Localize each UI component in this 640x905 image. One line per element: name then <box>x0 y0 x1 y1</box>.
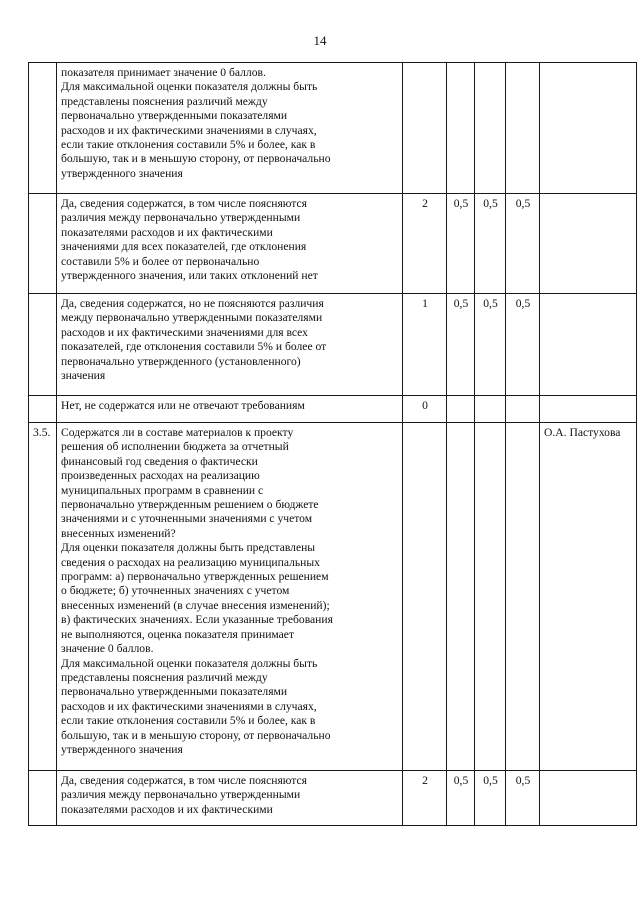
item-number-cell <box>29 294 57 396</box>
description-text: Да, сведения содержатся, в том числе поясняются различия между первоначально утвержденными показателями расходов и их фактическими <box>61 774 307 816</box>
description-text: Содержатся ли в составе материалов к проекту решения об исполнении бюджета за отчетный финансовый год сведения о фактически произведенных расходах на реализацию муниципальных программ в сравнении с первоначально утвержденным решением о бюджете значениями и с уточненными значениями с учетом внесенных изменений? Для оценки показателя должны быть представлены сведения о расходах на реализацию муниципальных программ: а) первоначально утвержденных решением о бюджете; б) уточненных значениях с учетом внесенных изменений (в случае внесения изменений); в) фактических значениях. Если указанные требования не выполняются, оценка показателя принимает значение 0 баллов. Для максимальной оценки показателя должны быть представлены пояснения различий между первоначально утвержденными показателями расходов и их фактическими значениями в случаях, если такие отклонения составили 5% и более, как в большую, так и в меньшую сторону, от первоначально утвержденного значения <box>61 426 333 756</box>
responsible-cell <box>540 396 637 423</box>
score-cell: 0 <box>403 396 447 423</box>
table-row <box>29 423 637 771</box>
description-text: показателя принимает значение 0 баллов. Для максимальной оценки показателя должны быть представлены пояснения различий между первоначально утвержденными показателями расходов и их фактическими значениями в случаях, если такие отклонения составили 5% и более, как в большую, так и в меньшую сторону, от первоначально утвержденного значения <box>61 66 331 180</box>
page-number: 14 <box>313 33 327 48</box>
description-text: Нет, не содержатся или не отвечают требованиям <box>61 399 305 412</box>
coefficient-cell-3: 0,5 <box>506 294 540 396</box>
coefficient-cell-2 <box>475 423 506 771</box>
item-number-cell <box>29 194 57 294</box>
description-text: Да, сведения содержатся, в том числе поясняются различия между первоначально утвержденными показателями расходов и их фактическими значениями для всех показателей, где отклонения составили 5% и более от первоначально утвержденного значения, или таких отклонений нет <box>61 197 318 283</box>
table-row <box>29 396 637 423</box>
score-cell: 2 <box>403 194 447 294</box>
coefficient-cell-1: 0,5 <box>447 194 475 294</box>
coefficient-cell-2: 0,5 <box>475 294 506 396</box>
coefficient-cell-3 <box>506 423 540 771</box>
coefficient-cell-1 <box>447 396 475 423</box>
responsible-cell <box>540 194 637 294</box>
item-number-cell: 3.5. <box>29 423 57 771</box>
coefficient-cell-2: 0,5 <box>475 194 506 294</box>
coefficient-cell-2 <box>475 396 506 423</box>
description-cell <box>57 423 403 771</box>
coefficient-cell-2 <box>475 63 506 194</box>
coefficient-cell-1: 0,5 <box>447 771 475 826</box>
coefficient-cell-3 <box>506 63 540 194</box>
score-cell: 1 <box>403 294 447 396</box>
responsible-cell <box>540 771 637 826</box>
coefficient-cell-3: 0,5 <box>506 771 540 826</box>
responsible-cell: О.А. Пастухова <box>540 423 637 771</box>
score-cell <box>403 63 447 194</box>
table-row <box>29 63 637 194</box>
description-cell <box>57 63 403 194</box>
coefficient-cell-1 <box>447 423 475 771</box>
coefficient-cell-1: 0,5 <box>447 294 475 396</box>
table-row <box>29 294 637 396</box>
score-cell <box>403 423 447 771</box>
item-number-cell <box>29 396 57 423</box>
coefficient-cell-3 <box>506 396 540 423</box>
description-cell <box>57 294 403 396</box>
criteria-table <box>28 62 637 826</box>
table-row <box>29 194 637 294</box>
coefficient-cell-3: 0,5 <box>506 194 540 294</box>
coefficient-cell-1 <box>447 63 475 194</box>
item-number-cell <box>29 771 57 826</box>
responsible-cell <box>540 294 637 396</box>
description-cell <box>57 771 403 826</box>
description-cell <box>57 396 403 423</box>
description-cell <box>57 194 403 294</box>
item-number-cell <box>29 63 57 194</box>
coefficient-cell-2: 0,5 <box>475 771 506 826</box>
description-text: Да, сведения содержатся, но не поясняются различия между первоначально утвержденными показателями расходов и их фактическими значениями для всех показателей, где отклонения составили 5% и более от первоначально утвержденного (установленного) значения <box>61 297 327 383</box>
score-cell: 2 <box>403 771 447 826</box>
table-row <box>29 771 637 826</box>
responsible-cell <box>540 63 637 194</box>
